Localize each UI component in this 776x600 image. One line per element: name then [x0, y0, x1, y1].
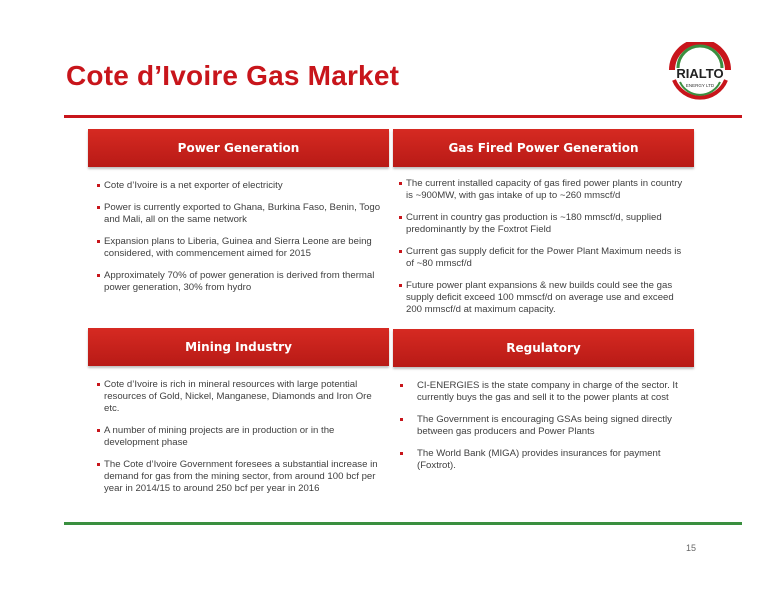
list-item: Expansion plans to Liberia, Guinea and Sierra Leone are being considered, with commencement aimed for 2015 — [95, 236, 385, 260]
section-header-regulatory: Regulatory — [393, 329, 694, 367]
list-item: Future power plant expansions & new builds could see the gas supply deficit exceed 100 mmscf/d on average use and exceed 200 mmscf/d at maximum capacity. — [397, 280, 687, 316]
list-item: The Cote d’Ivoire Government foresees a substantial increase in demand for gas from the mining sector, from around 100 bcf per year in 2014/15 to around 250 bcf per year in 2016 — [95, 459, 387, 495]
section-header-gas-fired-power-generation: Gas Fired Power Generation — [393, 129, 694, 167]
rialto-logo — [664, 42, 736, 104]
bullet-icon — [97, 463, 100, 466]
list-item: Current in country gas production is ~180 mmscf/d, supplied predominantly by the Foxtrot Field — [397, 212, 687, 236]
bullet-icon — [97, 274, 100, 277]
footer-divider — [64, 522, 742, 525]
logo-text: RIALTO — [676, 66, 724, 81]
gas-fired-power-generation-list — [397, 178, 687, 326]
page-number: 15 — [686, 543, 697, 553]
list-item: The current installed capacity of gas fired power plants in country is ~900MW, with gas intake of up to ~260 mmscf/d — [397, 178, 687, 202]
bullet-icon — [97, 383, 100, 386]
bullet-icon — [399, 284, 402, 287]
bullet-icon — [400, 418, 403, 421]
bullet-icon — [97, 206, 100, 209]
bullet-icon — [97, 429, 100, 432]
bullet-icon — [399, 250, 402, 253]
list-item: Cote d’Ivoire is a net exporter of electricity — [95, 180, 385, 192]
bullet-icon — [399, 182, 402, 185]
list-item: Approximately 70% of power generation is derived from thermal power generation, 30% from hydro — [95, 270, 385, 294]
page-title: Cote d’Ivoire Gas Market — [66, 60, 400, 91]
bullet-icon — [400, 452, 403, 455]
regulatory-list — [397, 380, 689, 482]
bullet-icon — [399, 216, 402, 219]
list-item: Power is currently exported to Ghana, Burkina Faso, Benin, Togo and Mali, all on the same network — [95, 202, 385, 226]
list-item: The World Bank (MIGA) provides insurances for payment (Foxtrot). — [397, 448, 689, 472]
power-generation-list — [95, 180, 385, 304]
title-divider — [64, 115, 742, 118]
list-item: Current gas supply deficit for the Power Plant Maximum needs is of ~80 mmscf/d — [397, 246, 687, 270]
bullet-icon — [97, 240, 100, 243]
bullet-icon — [400, 384, 403, 387]
section-header-mining-industry: Mining Industry — [88, 328, 389, 366]
list-item: Cote d’Ivoire is rich in mineral resources with large potential resources of Gold, Nickel, Manganese, Diamonds and Iron Ore etc. — [95, 379, 387, 415]
list-item: A number of mining projects are in production or in the development phase — [95, 425, 387, 449]
logo-subtext: ENERGY LTD — [685, 83, 715, 88]
mining-industry-list — [95, 379, 387, 505]
bullet-icon — [97, 184, 100, 187]
list-item: The Government is encouraging GSAs being signed directly between gas producers and Power Plants — [397, 414, 689, 438]
section-header-power-generation: Power Generation — [88, 129, 389, 167]
list-item: CI-ENERGIES is the state company in charge of the sector. It currently buys the gas and sell it to the power plants at cost — [397, 380, 689, 404]
